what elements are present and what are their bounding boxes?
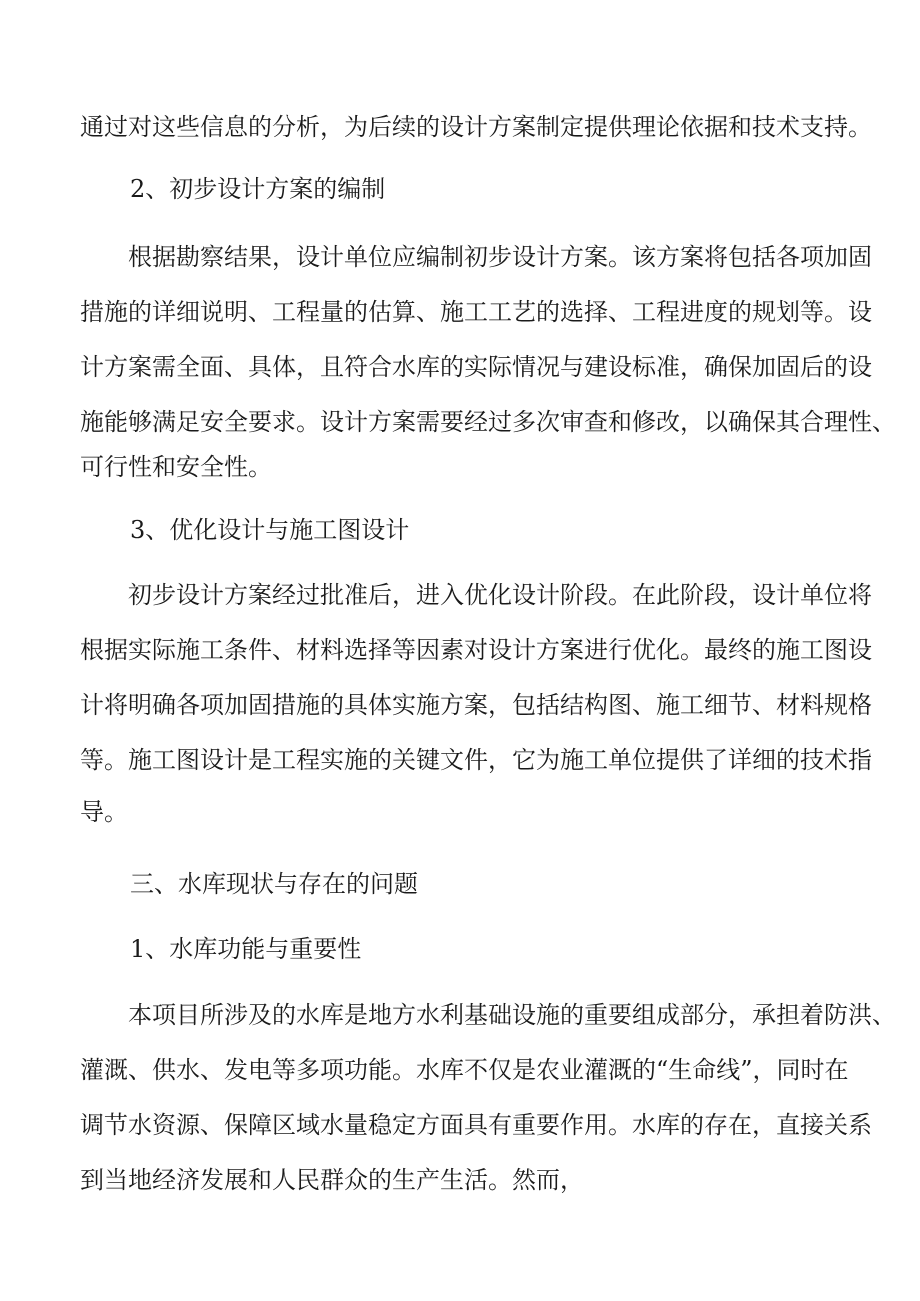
section-3-heading: 三、水库现状与存在的问题 [130, 870, 418, 898]
heading-2-preliminary-design: 2、初步设计方案的编制 [130, 175, 386, 203]
paragraph-1-line-3: 调节水资源、保障区域水量稳定方面具有重要作用。水库的存在，直接关系 [80, 1111, 872, 1139]
paragraph-2-line-3: 计方案需全面、具体，且符合水库的实际情况与建设标准，确保加固后的设 [80, 353, 872, 381]
paragraph-3-line-3: 计将明确各项加固措施的具体实施方案，包括结构图、施工细节、材料规格 [80, 691, 872, 719]
paragraph-3-line-5: 导。 [80, 798, 128, 826]
heading-3-optimization-design: 3、优化设计与施工图设计 [130, 516, 410, 544]
paragraph-3-line-2: 根据实际施工条件、材料选择等因素对设计方案进行优化。最终的施工图设 [80, 636, 872, 664]
paragraph-intro-end: 通过对这些信息的分析，为后续的设计方案制定提供理论依据和技术支持。 [80, 113, 872, 141]
paragraph-2-line-5: 可行性和安全性。 [80, 453, 272, 481]
heading-1-reservoir-function: 1、水库功能与重要性 [130, 935, 362, 963]
paragraph-2-line-2: 措施的详细说明、工程量的估算、施工工艺的选择、工程进度的规划等。设 [80, 298, 872, 326]
paragraph-3-line-1: 初步设计方案经过批准后，进入优化设计阶段。在此阶段，设计单位将 [128, 581, 872, 609]
paragraph-3-line-4: 等。施工图设计是工程实施的关键文件，它为施工单位提供了详细的技术指 [80, 746, 872, 774]
paragraph-1-line-4: 到当地经济发展和人民群众的生产生活。然而， [80, 1166, 584, 1194]
paragraph-1-line-2: 灌溉、供水、发电等多项功能。水库不仅是农业灌溉的“生命线”，同时在 [80, 1056, 849, 1084]
paragraph-2-line-1: 根据勘察结果，设计单位应编制初步设计方案。该方案将包括各项加固 [128, 243, 872, 271]
paragraph-1-line-1: 本项目所涉及的水库是地方水利基础设施的重要组成部分，承担着防洪、 [128, 1001, 896, 1029]
paragraph-2-line-4: 施能够满足安全要求。设计方案需要经过多次审查和修改，以确保其合理性、 [80, 408, 896, 436]
